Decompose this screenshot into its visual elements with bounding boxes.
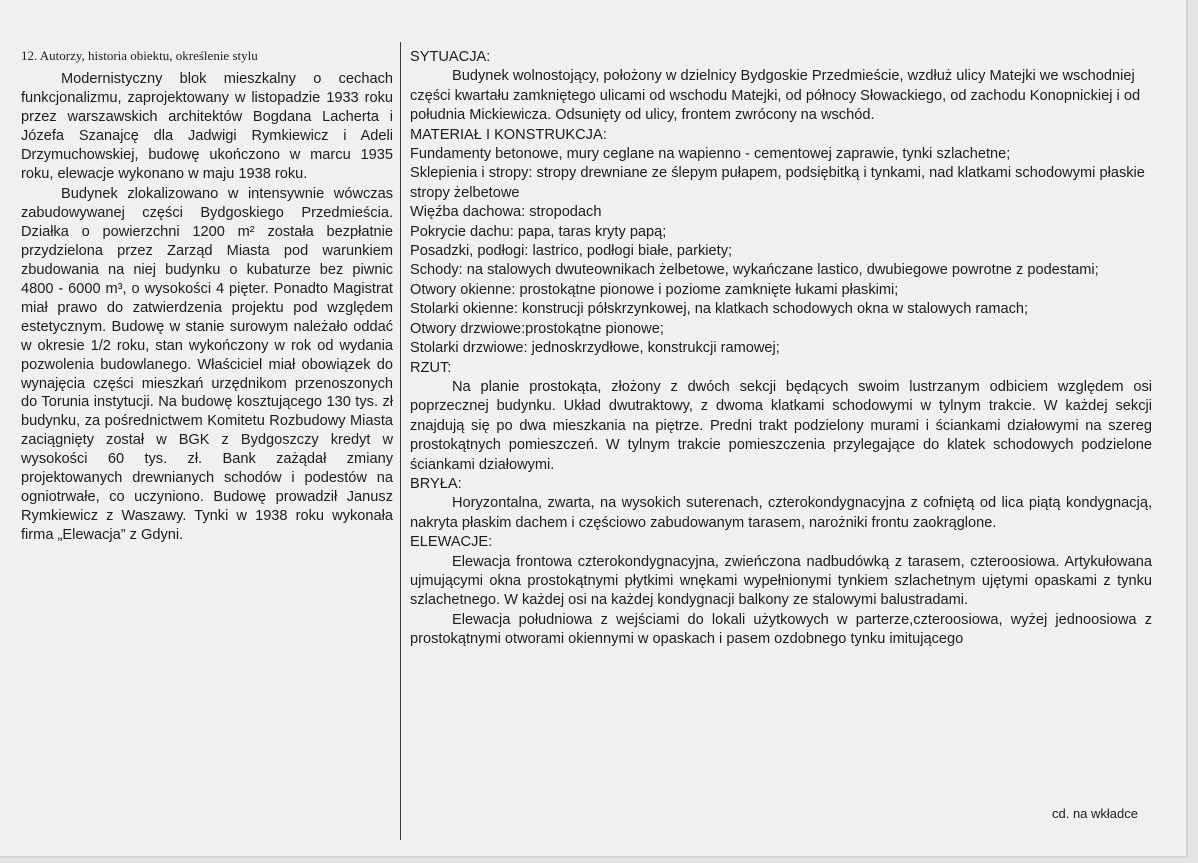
elewacje-paragraph-1: Elewacja frontowa czterokondygnacyjna, zwieńczona nadbudówką z tarasem, czteroosiowa. Artykułowana ujmującymi okna prostokątnymi płytkimi wnękami wypełnionymi tynkiem szlachetnym ujętymi opaskami z tynku szlachetnego. W każdej osi na każdej kondygnacji balkony ze stalowymi balustradami. — [410, 553, 1152, 609]
continuation-note: cd. na wkładce — [1052, 806, 1138, 821]
elewacje-heading: ELEWACJE: — [410, 534, 493, 551]
left-column — [21, 47, 393, 547]
material-item: Fundamenty betonowe, mury ceglane na wapienno - cementowej zaprawie, tynki szlachetne; — [410, 146, 1011, 163]
material-item: Stolarki okienne: konstrucji półskrzynkowej, na klatkach schodowych okna w stalowych ramach; — [410, 301, 1029, 318]
elewacje-paragraph-2: Elewacja południowa z wejściami do lokali użytkowych w parterze,czteroosiowa, wyżej jednoosiowa z prostokątnymi otworami okiennymi w opaskach i pasem ozdobnego tynku imitującego — [410, 611, 1152, 648]
column-divider — [400, 42, 401, 840]
sytuacja-heading: SYTUACJA: — [410, 49, 491, 65]
section-heading: 12. Autorzy, historia obiektu, określenie stylu — [21, 48, 258, 63]
sytuacja-text: Budynek wolnostojący, położony w dzielnicy Bydgoskie Przedmieście, wzdłuż ulicy Matejki we wschodniej części kwartału zamkniętego ulicami od wschodu Matejki, od północy Słowackiego, od zachodu Konopnickiej i od południa Mickiewicza. Odsunięty od ulicy, frontem zwrócony na wschód. — [410, 68, 1141, 124]
material-item: Więźba dachowa: stropodach — [410, 204, 602, 221]
material-item: Stolarki drzwiowe: jednoskrzydłowe, konstrukcji ramowej; — [410, 340, 780, 357]
right-column — [410, 48, 1152, 650]
material-item: Schody: na stalowych dwuteownikach żelbetowe, wykańczane lastico, dwubiegowe powrotne z podestami; — [410, 262, 1099, 279]
history-paragraph-2: Budynek zlokalizowano w intensywnie wówczas zabudowywanej części Bydgoskiego Przedmieścia. Działka o powierzchni 1200 m² została bezpłatnie przydzielona przez Zarząd Miasta pod warunkiem zbudowania na niej budynku o kubaturze bez piwnic 4800 - 6000 m³, o wysokości 4 pięter. Ponadto Magistrat miał prawo do zatwierdzenia projektu pod względem estetycznym. Budowę w stanie surowym należało oddać w okresie 1/2 roku, stan wykończony w rok od wydania pozwolenia budowlanego. Właściciel miał obowiązek do wynajęcia części mieszkań urzędnikom przenoszonych do Torunia instytucji. Na budowę kosztującego 130 tys. zł budynku, za pośrednictwem Komitetu Rozbudowy Miasta zaciągnięty został w BGK z Bydgoszczy kredyt w wysokości 60 tys. zł. Bank zażądał zmiany projektowanych drewnianych schodów i podestów na ogniotrwałe, co uczyniono. Budowę prowadził Janusz Rymkiewicz z Waszawy. Tynki w 1938 roku wykonała firma „Elewacja” z Gdyni. — [21, 186, 393, 543]
rzut-text: Na planie prostokąta, złożony z dwóch sekcji będących swoim lustrzanym odbiciem względem osi poprzecznej budynku. Układ dwutraktowy, z dwoma klatkami schodowymi w tylnym trakcie. W każdej sekcji znajdują się po dwa mieszkania na piętrze. Predni trakt podzielony murami i ściankami działowymi na szereg prostokątnych pomieszczeń. W tylnym trakcie pomieszczenia przylegające do klatek schodowych podzielone ściankami działowymi. — [410, 378, 1152, 473]
rzut-heading: RZUT: — [410, 359, 452, 376]
history-paragraph-1: Modernistyczny blok mieszkalny o cechach funkcjonalizmu, zaprojektowany w listopadzie 1933 roku przez warszawskich architektów Bogdana Lacherta i Józefa Szanajcę dla Jadwigi Rymkiewicz i Adeli Drzymuchowskiej, budowę ukończono w marcu 1935 roku, elewacje wykonano w maju 1938 roku. — [21, 71, 393, 182]
material-item: Sklepienia i stropy: stropy drewniane ze ślepym pułapem, podsiębitką i tynkami, nad klatkami schodowymi płaskie stropy żelbetowe — [410, 165, 1145, 201]
material-item: Otwory drzwiowe:prostokątne pionowe; — [410, 320, 664, 337]
bryla-text: Horyzontalna, zwarta, na wysokich suterenach, czterokondygnacyjna z cofniętą od lica piątą kondygnacją, nakryta płaskim dachem i częściowo zabudowanym tarasem, narożniki frontu zaokrąglone. — [410, 495, 1152, 531]
bryla-heading: BRYŁA: — [410, 475, 462, 492]
material-item: Posadzki, podłogi: lastrico, podłogi białe, parkiety; — [410, 243, 733, 260]
material-item: Pokrycie dachu: papa, taras kryty papą; — [410, 223, 667, 240]
material-heading: MATERIAŁ I KONSTRUKCJA: — [410, 126, 607, 143]
material-item: Otwory okienne: prostokątne pionowe i poziome zamknięte łukami płaskimi; — [410, 281, 899, 298]
